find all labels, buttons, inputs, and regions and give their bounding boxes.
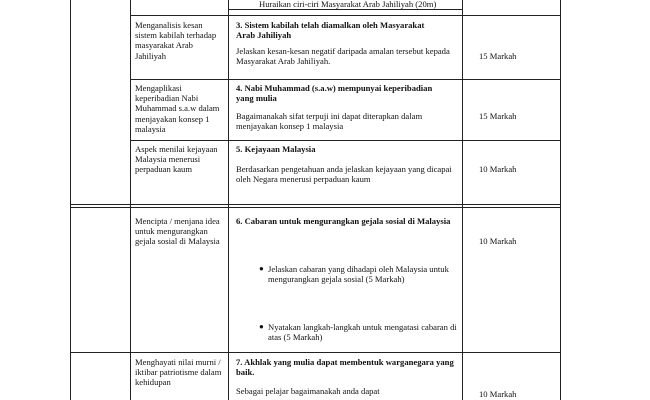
row1-objective: Menganalisis kesan sistem kabilah terhadap masyarakat Arab Jahiliyah [135,20,217,61]
row3-task-title: 5. Kejayaan Malaysia [236,144,316,154]
row-line-2 [130,79,560,80]
row5-marks: 10 Markah [479,389,517,399]
row5-objective: Menghayati nilai murni / iktibar patriotisme dalam kehidupan [135,357,222,388]
row4-task-title: 6. Cabaran untuk mengurangkan gejala sosial di Malaysia [236,216,451,226]
bullet-icon: ● [259,322,264,331]
row3-task-desc: Berdasarkan pengetahuan anda jelaskan kejayaan yang dicapai oleh Negara menerusi perpaduan kaum [236,164,452,185]
row4-bullet1: Jelaskan cabaran yang dihadapi oleh Malaysia untuk mengurangkan gejala sosial (5 Markah) [268,264,449,285]
row-line-3 [130,140,560,141]
row0-task-text: Huraikan ciri-ciri Masyarakat Arab Jahiliyah (20m) [259,0,437,9]
table-divider-1 [130,0,131,400]
row2-objective: Mengaplikasi keperibadian Nabi Muhammad s.a.w dalam menjayakan konsep 1 malaysia [135,83,220,134]
row1-task-desc: Jelaskan kesan-kesan negatif daripada amalan tersebut kepada Masyarakat Arab Jahiliyah. [236,46,450,67]
row2-task-title: 4. Nabi Muhammad (s.a.w) mempunyai keperibadian yang mulia [236,83,433,104]
row3-marks: 10 Markah [479,164,517,174]
row5-task-desc: Sebagai pelajar bagaimanakah anda dapat [236,386,380,396]
row4-objective: Mencipta / menjana idea untuk mengurangkan gejala sosial di Malaysia [135,216,220,247]
row2-task-desc: Bagaimanakah sifat terpuji ini dapat diterapkan dalam menjayakan konsep 1 malaysia [236,111,423,132]
row-line-5 [70,352,560,353]
row1-marks: 15 Markah [479,51,517,61]
row-line-1 [130,15,560,16]
row-line-4b [70,207,560,208]
row-line-4a [70,204,560,205]
bullet-icon: ● [259,264,264,273]
row4-bullet2: Nyatakan langkah-langkah untuk mengatasi cabaran di atas (5 Markah) [268,322,457,343]
table-border-left [70,0,71,400]
table-divider-2 [228,0,229,400]
table-divider-3 [462,0,463,400]
row4-marks: 10 Markah [479,236,517,246]
table-border-right [560,0,561,400]
row1-task-title: 3. Sistem kabilah telah diamalkan oleh Masyarakat Arab Jahiliyah [236,20,425,41]
row3-objective: Aspek menilai kejayaan Malaysia menerusi perpaduan kaum [135,144,218,175]
row2-marks: 15 Markah [479,111,517,121]
row5-task-title: 7. Akhlak yang mulia dapat membentuk warganegara yang baik. [236,357,454,378]
